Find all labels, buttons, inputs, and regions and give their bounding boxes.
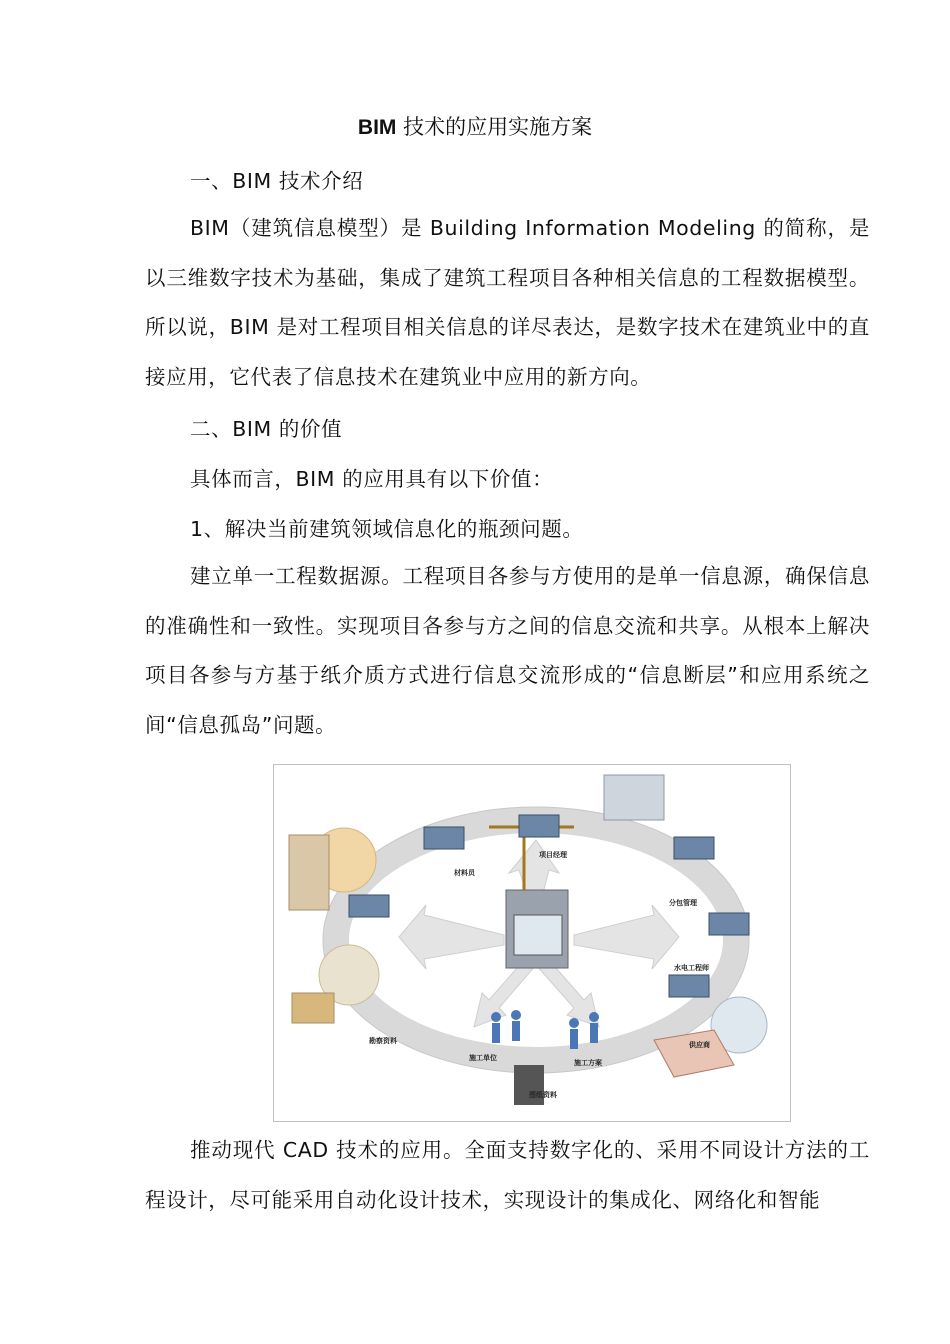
title-bold-part: BIM — [357, 116, 397, 139]
item1-paragraph: 建立单一工程数据源。工程项目各参与方使用的是单一信息源，确保信息的准确性和一致性。实现项目各参与方之间的信息交流和共享。从根本上解决项目各参与方基于纸介质方式进行信息交流形成的“信息断层”和应用系统之间“信息孤岛”问题。 — [145, 564, 870, 737]
document-stack — [292, 993, 334, 1023]
label-project-manager: 项目经理 — [539, 851, 567, 859]
section2-heading: 二、BIM 的价值 — [190, 417, 343, 441]
plotter-icon — [514, 1065, 544, 1105]
label-water-power: 水电工程师 — [674, 964, 709, 972]
item2-paragraph: 推动现代 CAD 技术的应用。全面支持数字化的、采用不同设计方法的工程设计，尽可能采用自动化设计技术，实现设计的集成化、网络化和智能 — [145, 1138, 870, 1212]
title-rest: 技术的应用实施方案 — [396, 115, 593, 139]
label-materials: 材料员 — [454, 869, 475, 877]
section1-paragraph: BIM（建筑信息模型）是 Building Information Modeling 的简称，是以三维数字技术为基础，集成了建筑工程项目各种相关信息的工程数据模型。所以说，BIM 是对工程项目相关信息的详尽表达，是数字技术在建筑业中的直接应用，它代表了信息技术在建筑业中应用的新方向。 — [145, 216, 870, 389]
section2-intro: 具体而言，BIM 的应用具有以下价值： — [190, 467, 554, 491]
item1-heading: 1、解决当前建筑领域信息化的瓶颈问题。 — [190, 517, 584, 541]
label-supplier: 供应商 — [689, 1041, 710, 1049]
label-drawings: 图纸资料 — [529, 1091, 557, 1099]
section1-heading: 一、BIM 技术介绍 — [190, 169, 364, 193]
label-survey: 勘察资料 — [369, 1037, 397, 1045]
label-construction-plan: 施工方案 — [574, 1059, 602, 1067]
central-screen — [514, 915, 562, 955]
label-construction-unit: 施工单位 — [469, 1054, 497, 1062]
top-right-desk — [604, 775, 664, 820]
bim-diagram-figure — [273, 764, 791, 1122]
label-subcontract: 分包管理 — [669, 899, 697, 907]
bim-diagram-illustration — [274, 765, 790, 1121]
office-building — [289, 835, 329, 910]
document-title — [0, 112, 950, 143]
